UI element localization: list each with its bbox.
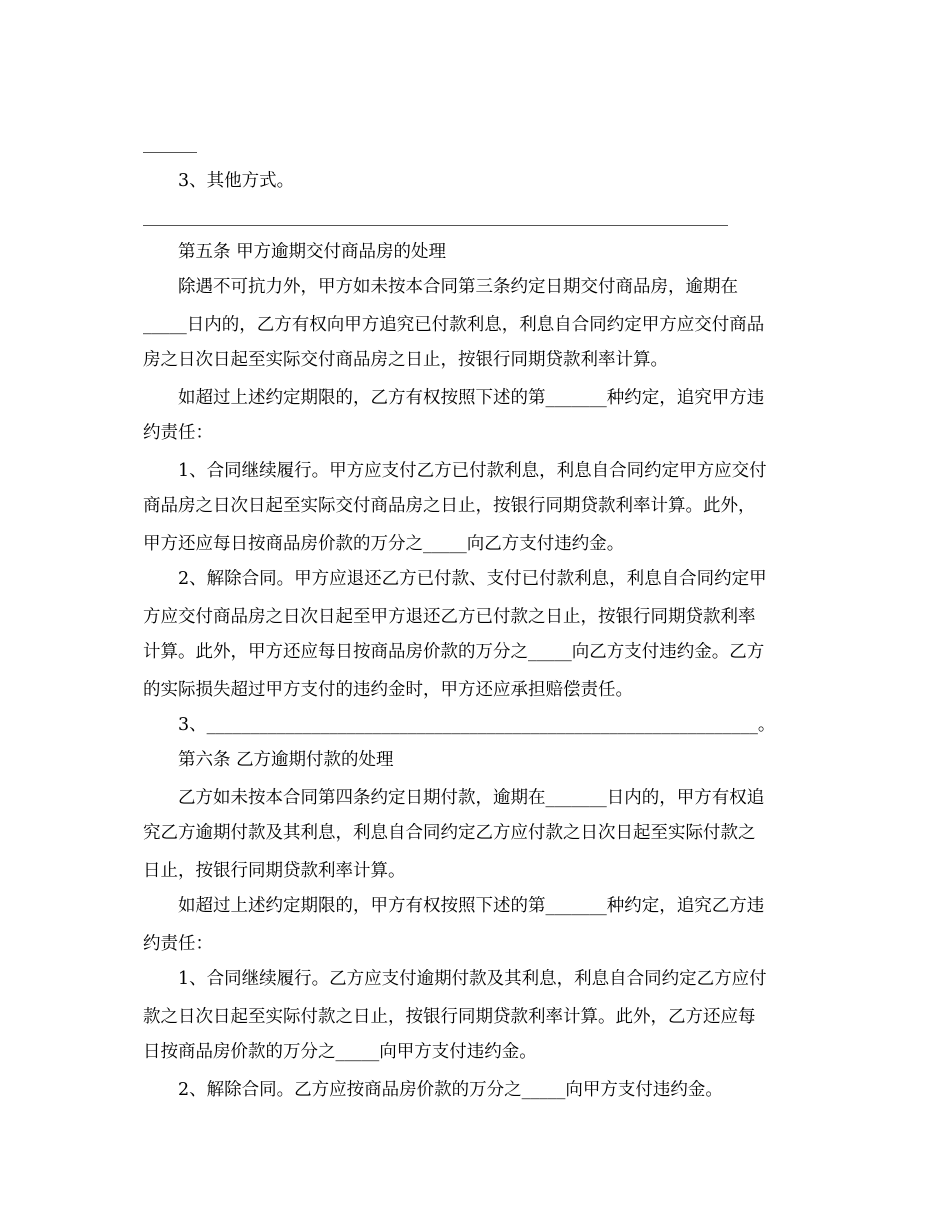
paragraph-line: 除遇不可抗力外，甲方如未按本合同第三条约定日期交付商品房，逾期在 bbox=[178, 277, 738, 297]
paragraph-line: 款之日次日起至实际付款之日止，按银行同期贷款利率计算。此外，乙方还应每 bbox=[143, 1007, 756, 1027]
paragraph-line: 如超过上述约定期限的，甲方有权按照下述的第_______种约定，追究乙方违 bbox=[178, 896, 765, 916]
paragraph-line: 3、_______________________________________________________________。 bbox=[178, 715, 776, 735]
paragraph-line: 甲方还应每日按商品房价款的万分之_____向乙方支付违约金。 bbox=[143, 534, 625, 554]
paragraph-line: 究乙方逾期付款及其利息，利息自合同约定乙方应付款之日次日起至实际付款之 bbox=[143, 823, 756, 843]
paragraph-line: 约责任： bbox=[143, 934, 213, 954]
clause-item-3-other: 3、其他方式。 bbox=[178, 171, 295, 191]
paragraph-line: 日止，按银行同期贷款利率计算。 bbox=[143, 861, 406, 881]
fill-in-blank-line bbox=[143, 225, 728, 226]
article-6-heading: 第六条 乙方逾期付款的处理 bbox=[178, 750, 394, 770]
paragraph-line: 约责任： bbox=[143, 423, 213, 443]
fill-in-blank-line bbox=[143, 152, 197, 153]
paragraph-line: 计算。此外，甲方还应每日按商品房价款的万分之_____向乙方支付违约金。乙方 bbox=[143, 642, 765, 662]
paragraph-line: 2、解除合同。乙方应按商品房价款的万分之_____向甲方支付违约金。 bbox=[178, 1080, 723, 1100]
paragraph-line: 乙方如未按本合同第四条约定日期付款，逾期在_______日内的，甲方有权追 bbox=[178, 788, 765, 808]
paragraph-line: 的实际损失超过甲方支付的违约金时，甲方还应承担赔偿责任。 bbox=[143, 680, 633, 700]
article-5-heading: 第五条 甲方逾期交付商品房的处理 bbox=[178, 242, 447, 262]
paragraph-line: 1、合同继续履行。甲方应支付乙方已付款利息，利息自合同约定甲方应交付 bbox=[178, 461, 767, 481]
paragraph-line: 方应交付商品房之日次日起至甲方退还乙方已付款之日止，按银行同期贷款利率 bbox=[143, 607, 756, 627]
paragraph-line: 日按商品房价款的万分之_____向甲方支付违约金。 bbox=[143, 1042, 537, 1062]
paragraph-line: 商品房之日次日起至实际交付商品房之日止，按银行同期贷款利率计算。此外， bbox=[143, 496, 756, 516]
paragraph-line: 房之日次日起至实际交付商品房之日止，按银行同期贷款利率计算。 bbox=[143, 350, 668, 370]
paragraph-line: 如超过上述约定期限的，乙方有权按照下述的第_______种约定，追究甲方违 bbox=[178, 388, 765, 408]
paragraph-line: 1、合同继续履行。乙方应支付逾期付款及其利息，利息自合同约定乙方应付 bbox=[178, 969, 767, 989]
paragraph-line: _____日内的，乙方有权向甲方追究已付款利息，利息自合同约定甲方应交付商品 bbox=[143, 315, 765, 335]
paragraph-line: 2、解除合同。甲方应退还乙方已付款、支付已付款利息，利息自合同约定甲 bbox=[178, 569, 767, 589]
